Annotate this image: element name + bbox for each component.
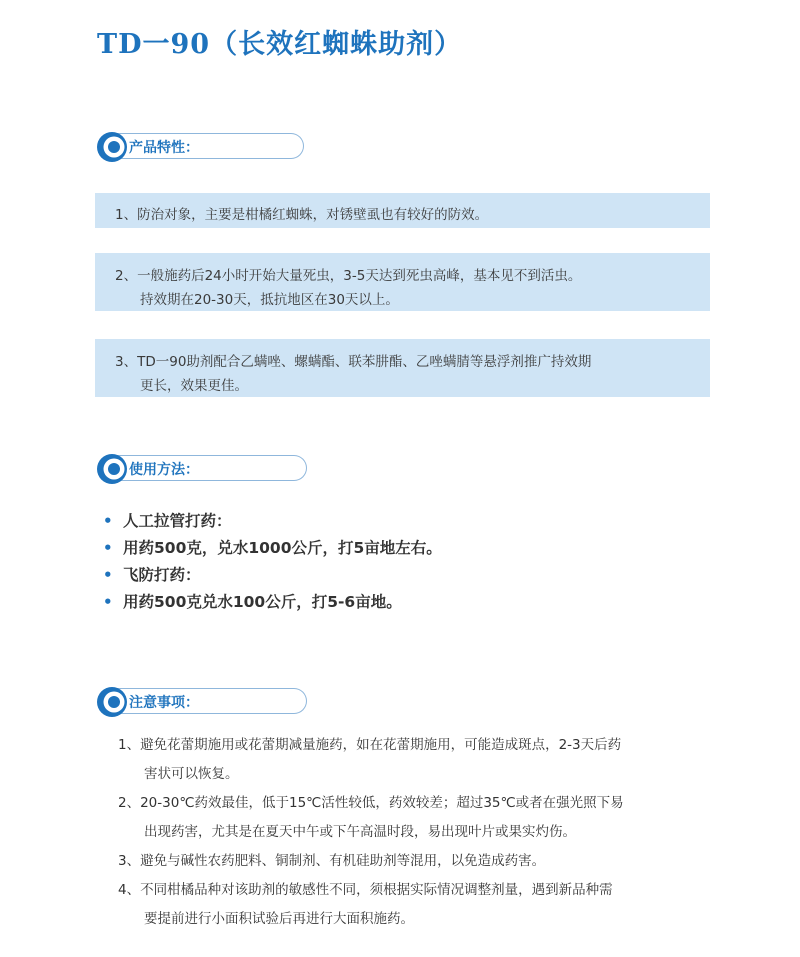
bullet-icon: •: [103, 566, 113, 584]
note-line: 要提前进行小面积试验后再进行大面积施药。: [144, 911, 414, 927]
list-item: [103, 535, 442, 562]
section-title-notes: 注意事项：: [129, 695, 199, 711]
list-item: [103, 589, 442, 616]
usage-text: 飞防打药：: [123, 566, 201, 584]
feature-item-1: [95, 193, 710, 228]
bullet-icon: •: [103, 512, 113, 530]
section-title-usage: 使用方法：: [129, 462, 199, 478]
circle-logo-icon: [95, 452, 129, 486]
usage-text: 用药500克，兑水1000公斤，打5亩地左右。: [123, 539, 442, 557]
note-line: 1、避免花蕾期施用或花蕾期减量施药，如在花蕾期施用，可能造成斑点，2-3天后药: [118, 737, 622, 753]
feature-item-2: [95, 253, 710, 311]
feature-line: 持效期在20-30天，抵抗地区在30天以上。: [140, 292, 399, 308]
notes-list: [118, 731, 718, 934]
list-item: [103, 562, 442, 589]
feature-line: 2、一般施药后24小时开始大量死虫，3-5天达到死虫高峰，基本见不到活虫。: [115, 268, 582, 284]
circle-logo-icon: [95, 130, 129, 164]
note-line: 2、20-30℃药效最佳，低于15℃活性较低，药效较差；超过35℃或者在强光照下易: [118, 795, 624, 811]
section-title-features: 产品特性：: [129, 140, 199, 156]
bullet-icon: •: [103, 593, 113, 611]
usage-list: [103, 508, 442, 616]
feature-line: 更长，效果更佳。: [140, 378, 248, 394]
page-title: TD一90（长效红蜘蛛助剂）: [97, 29, 463, 60]
note-line: 4、不同柑橘品种对该助剂的敏感性不同，须根据实际情况调整剂量，遇到新品种需: [118, 882, 613, 898]
note-line: 3、避免与碱性农药肥料、铜制剂、有机硅助剂等混用，以免造成药害。: [118, 853, 546, 869]
feature-line: 1、防治对象，主要是柑橘红蜘蛛，对锈壁虱也有较好的防效。: [115, 207, 489, 223]
usage-text: 人工拉管打药：: [123, 512, 232, 530]
bullet-icon: •: [103, 539, 113, 557]
feature-item-3: [95, 339, 710, 397]
list-item: [103, 508, 442, 535]
feature-line: 3、TD一90助剂配合乙螨唑、螺螨酯、联苯肼酯、乙唑螨腈等悬浮剂推广持效期: [115, 354, 592, 370]
note-line: 害状可以恢复。: [144, 766, 239, 782]
note-line: 出现药害，尤其是在夏天中午或下午高温时段，易出现叶片或果实灼伤。: [144, 824, 576, 840]
usage-text: 用药500克兑水100公斤，打5-6亩地。: [123, 593, 402, 611]
circle-logo-icon: [95, 685, 129, 719]
